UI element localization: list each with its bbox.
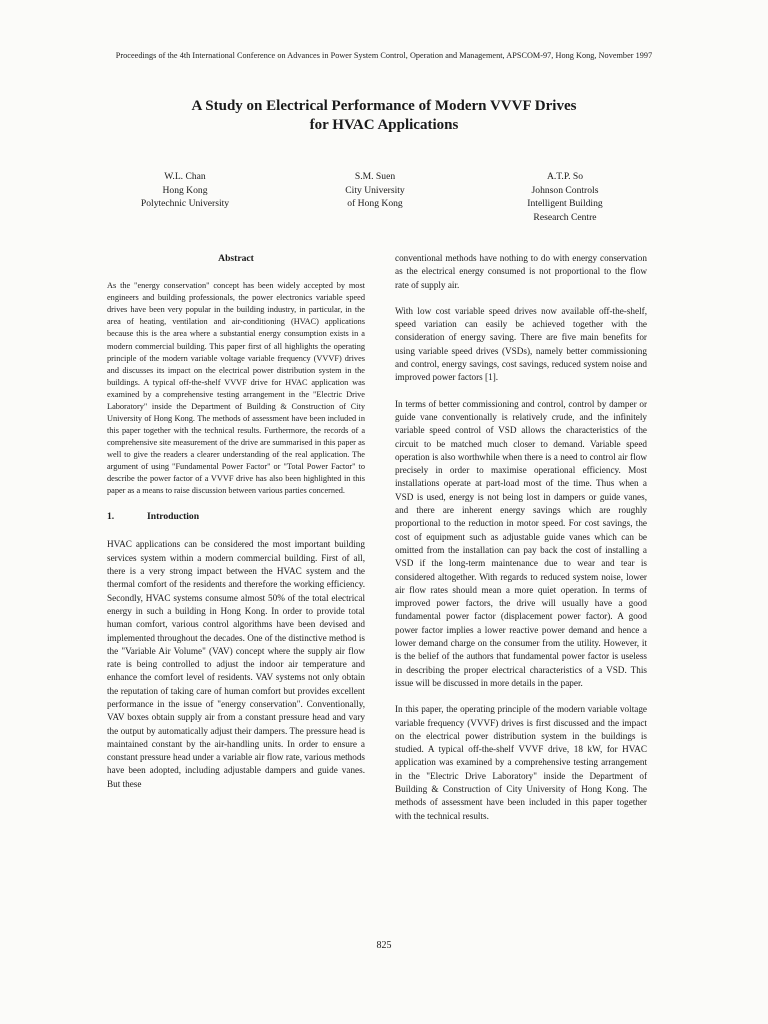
author-name: W.L. Chan: [164, 171, 206, 182]
author-3: [505, 170, 625, 224]
paper-title-line-1: A Study on Electrical Performance of Modern VVVF Drives: [191, 98, 577, 114]
section-number: 1.: [107, 511, 115, 523]
right-column: [395, 252, 647, 836]
body-paragraph-3: In terms of better commissioning and control, control by damper or guide vane conventionally is relatively crude, and the infinitely variable speed control of VSD allows the characteristics of the circuit to be matched much closer to demand. Variable speed operation is also worthwhile when there is a need to control air flow precisely in order to maximise operational efficiency. Most installations operate at part-load most of the time. Thus when a VSD is used, energy is not being lost in dampers or guide vanes, and there are inherent energy savings which are roughly proportional to the reduction in motor speed. For cost savings, the cost of equipment such as adjustable guide vanes which can be omitted from the installation can pay back the cost of installing a VSD if the long-term maintenance due to wear and tear is considered altogether. With regards to reduced system noise, lower air flow rates should mean a more quiet operation. In terms of improved power factors, the drive will usually have a good fundamental power factor (displacement power factor). A good power factor implies a lower reactive power demand and hence a lower demand charge on the consumer from the utility. However, it is the belief of the authors that fundamental power factor is useless in describing the proper electrical characteristics of a VSD. This issue will be discussed in more details in the paper.: [395, 398, 647, 688]
body-paragraph-2: With low cost variable speed drives now available off-the-shelf, speed variation can easily be achieved together with the consideration of energy saving. There are five main benefits for using variable speed drives (VSDs), namely better commissioning and control, energy savings, cost savings, reduced system noise and improved power factors [1].: [395, 305, 647, 383]
body-paragraph-1: conventional methods have nothing to do with energy conservation as the electrical energy consumed is not proportional to the flow rate of supply air.: [395, 253, 647, 290]
author-block: [0, 170, 768, 230]
proceedings-header: Proceedings of the 4th International Conference on Advances in Power System Control, Operation and Management, APSCOM-97, Hong Kong, November 1997: [115, 51, 653, 60]
introduction-heading: [107, 510, 365, 523]
body-paragraph-4: In this paper, the operating principle of the modern variable voltage variable frequency (VVVF) drives is first discussed and the impact on the electrical power distribution system in the buildings is studied. A typical off-the-shelf VVVF drive, 18 kW, for HVAC application was examined by a comprehensive testing arrangement in the "Electric Drive Laboratory" inside the Department of Building & Construction of City University of Hong Kong. The methods of assessment have been included in this paper together with the technical results.: [395, 704, 647, 821]
abstract-paragraph: As the "energy conservation" concept has been widely accepted by most engineers and building professionals, the power electronics variable speed drives have been very popular in the building industry, in particular, in the area of heating, ventilation and air-conditioning (HVAC) applications because this is the area where a substantial energy consumption exists in a modern commercial building. This paper first of all highlights the operating principle of the modern variable voltage variable frequency (VVVF) drives and discusses its impact on the electrical power distribution system in the buildings. A typical off-the-shelf VVVF drive for HVAC application was examined by a comprehensive testing arrangement in the "Electric Drive Laboratory" inside the Department of Building & Construction of City University of Hong Kong. The methods of assessment have been included in this paper together with the technical results. Furthermore, the records of a comprehensive site measurement of the drive are summarised in this paper as well to give the readers a clearer understanding of the real application. The argument of using "Fundamental Power Factor" or "Total Power Factor" to describe the power factor of a VVVF drive has also been highlighted in this paper as a means to raise discussion between various parties concerned.: [107, 281, 365, 496]
author-affiliation: of Hong Kong: [347, 198, 403, 210]
section-title: Introduction: [147, 511, 200, 523]
author-2: [315, 170, 435, 211]
author-affiliation: Johnson Controls: [531, 184, 599, 196]
author-name: S.M. Suen: [354, 171, 396, 182]
paper-title-line-2: for HVAC Applications: [309, 117, 459, 133]
abstract-heading: Abstract: [218, 253, 254, 264]
paper-title: [0, 97, 768, 135]
author-affiliation: Polytechnic University: [140, 198, 230, 210]
page-number: 825: [376, 940, 392, 951]
introduction-paragraph: HVAC applications can be considered the most important building services system within a modern commercial building. First of all, there is a very strong impact between the HVAC system and the thermal comfort of the residents and therefore the working efficiency. Secondly, HVAC systems consume almost 50% of the total electrical energy in such a building in Hong Kong. In order to provide total human comfort, various control algorithms have been devised and implemented throughout the decades. One of the distinctive method is the "Variable Air Volume" (VAV) concept where the supply air flow rate is being controlled to adjust the indoor air temperature and enhance the comfort level of residents. VAV systems not only obtain the reputation of taking care of human comfort but provides excellent performance in the issue of "energy conservation". Conventionally, VAV boxes obtain supply air from a constant pressure head and vary the output by automatically adjust their dampers. The pressure head is maintained constant by the air-handling units. In order to ensure a constant pressure head under a variable air flow rate, various methods have been adopted, including adjustable dampers and guide vanes. But these: [107, 539, 365, 789]
author-1: [125, 170, 245, 211]
left-column: [107, 252, 365, 804]
author-affiliation: Hong Kong: [162, 184, 208, 196]
author-affiliation: Research Centre: [533, 211, 597, 223]
author-affiliation: City University: [345, 184, 405, 196]
author-name: A.T.P. So: [546, 171, 584, 182]
author-affiliation: Intelligent Building: [527, 198, 603, 210]
